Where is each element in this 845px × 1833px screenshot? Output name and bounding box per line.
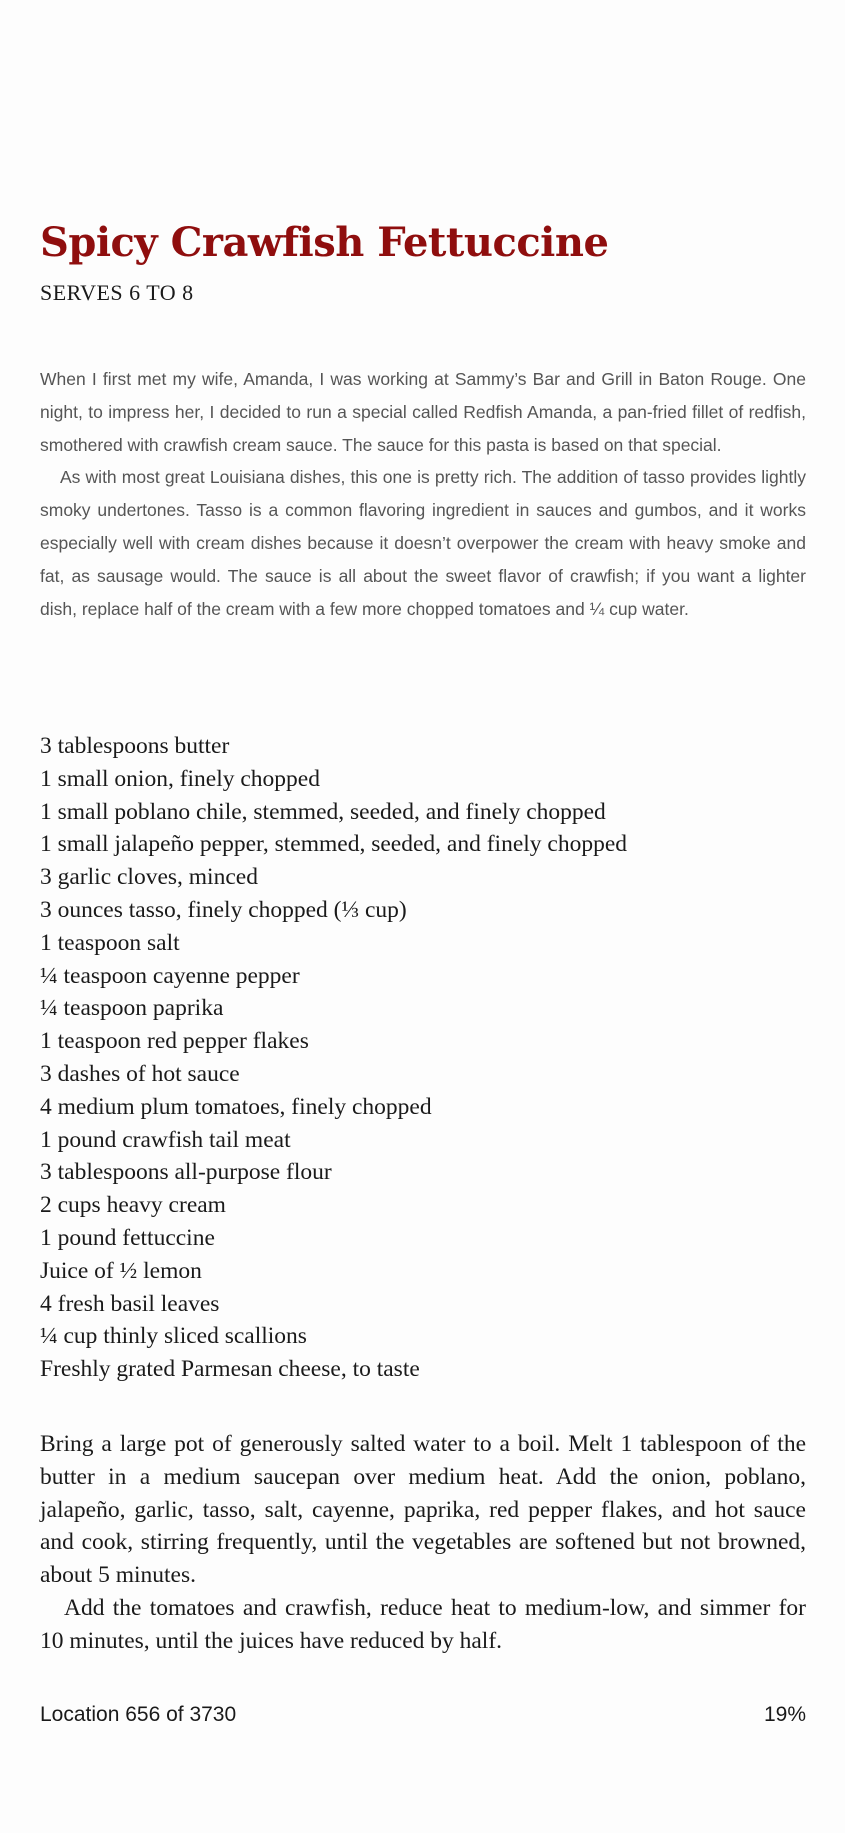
ingredient-item: 3 tablespoons all-purpose flour <box>40 1159 332 1186</box>
ingredient-item: 1 small onion, finely chopped <box>40 765 320 792</box>
recipe-title: Spicy Crawfish Fettuccine <box>40 219 609 266</box>
ingredient-item: 3 ounces tasso, finely chopped (⅓ cup) <box>40 896 407 923</box>
ingredient-item: 1 teaspoon salt <box>40 929 180 956</box>
ingredient-list <box>40 730 627 1386</box>
method-paragraph: Bring a large pot of generously salted water to a boil. Melt 1 tablespoon of the butter in a medium saucepan over medium heat. Add the onion, poblano, jalapeño, garlic, tasso, salt, cayenne, paprika, red pepper flakes, and hot sauce and cook, stirring frequently, until the vegetables are softened but not browned, about 5 minutes. <box>40 1431 806 1589</box>
ingredient-item: 3 tablespoons butter <box>40 733 230 759</box>
recipe-intro <box>40 363 806 625</box>
ingredient-item: 3 garlic cloves, minced <box>40 864 258 891</box>
intro-paragraph: As with most great Louisiana dishes, this one is pretty rich. The addition of tasso provides lightly smoky undertones. Tasso is a common flavoring ingredient in sauces and gumbos, and it works especially well with cream dishes because it doesn’t overpower the cream with heavy smoke and fat, as sausage would. The sauce is all about the sweet flavor of crawfish; if you want a lighter dish, replace half of the cream with a few more chopped tomatoes and ¼ cup water. <box>40 467 806 619</box>
ingredient-item: 1 teaspoon red pepper flakes <box>40 1028 309 1055</box>
ingredient-item: ¼ cup thinly sliced scallions <box>40 1323 307 1350</box>
intro-paragraph: When I first met my wife, Amanda, I was working at Sammy’s Bar and Grill in Baton Rouge. One night, to impress her, I decided to run a special called Redfish Amanda, a pan-fried fillet of redfish, smothered with crawfish cream sauce. The sauce for this pasta is based on that special. <box>40 369 806 455</box>
ingredient-item: 4 medium plum tomatoes, finely chopped <box>40 1093 432 1120</box>
progress-percent[interactable]: 19% <box>763 1703 806 1726</box>
method-paragraph: Add the tomatoes and crawfish, reduce heat to medium-low, and simmer for 10 minutes, until the juices have reduced by half. <box>40 1594 806 1654</box>
ingredient-item: 4 fresh basil leaves <box>40 1290 220 1317</box>
reading-progress-footer <box>40 1700 806 1730</box>
ingredient-item: ¼ teaspoon cayenne pepper <box>40 962 300 989</box>
recipe-serves: SERVES 6 TO 8 <box>40 280 194 305</box>
recipe-method <box>40 1428 806 1658</box>
ingredient-item: 2 cups heavy cream <box>40 1192 226 1219</box>
ingredient-item: Freshly grated Parmesan cheese, to taste <box>40 1356 420 1383</box>
ingredient-item: 1 small poblano chile, stemmed, seeded, and finely chopped <box>40 798 606 825</box>
ingredient-item: 1 pound fettuccine <box>40 1224 215 1251</box>
ingredient-item: Juice of ½ lemon <box>40 1257 202 1284</box>
location-indicator[interactable]: Location 656 of 3730 <box>40 1703 237 1726</box>
ingredient-item: ¼ teaspoon paprika <box>40 995 224 1022</box>
ingredient-item: 3 dashes of hot sauce <box>40 1060 240 1087</box>
ingredient-item: 1 pound crawfish tail meat <box>40 1126 291 1153</box>
ingredient-item: 1 small jalapeño pepper, stemmed, seeded, and finely chopped <box>40 831 628 858</box>
